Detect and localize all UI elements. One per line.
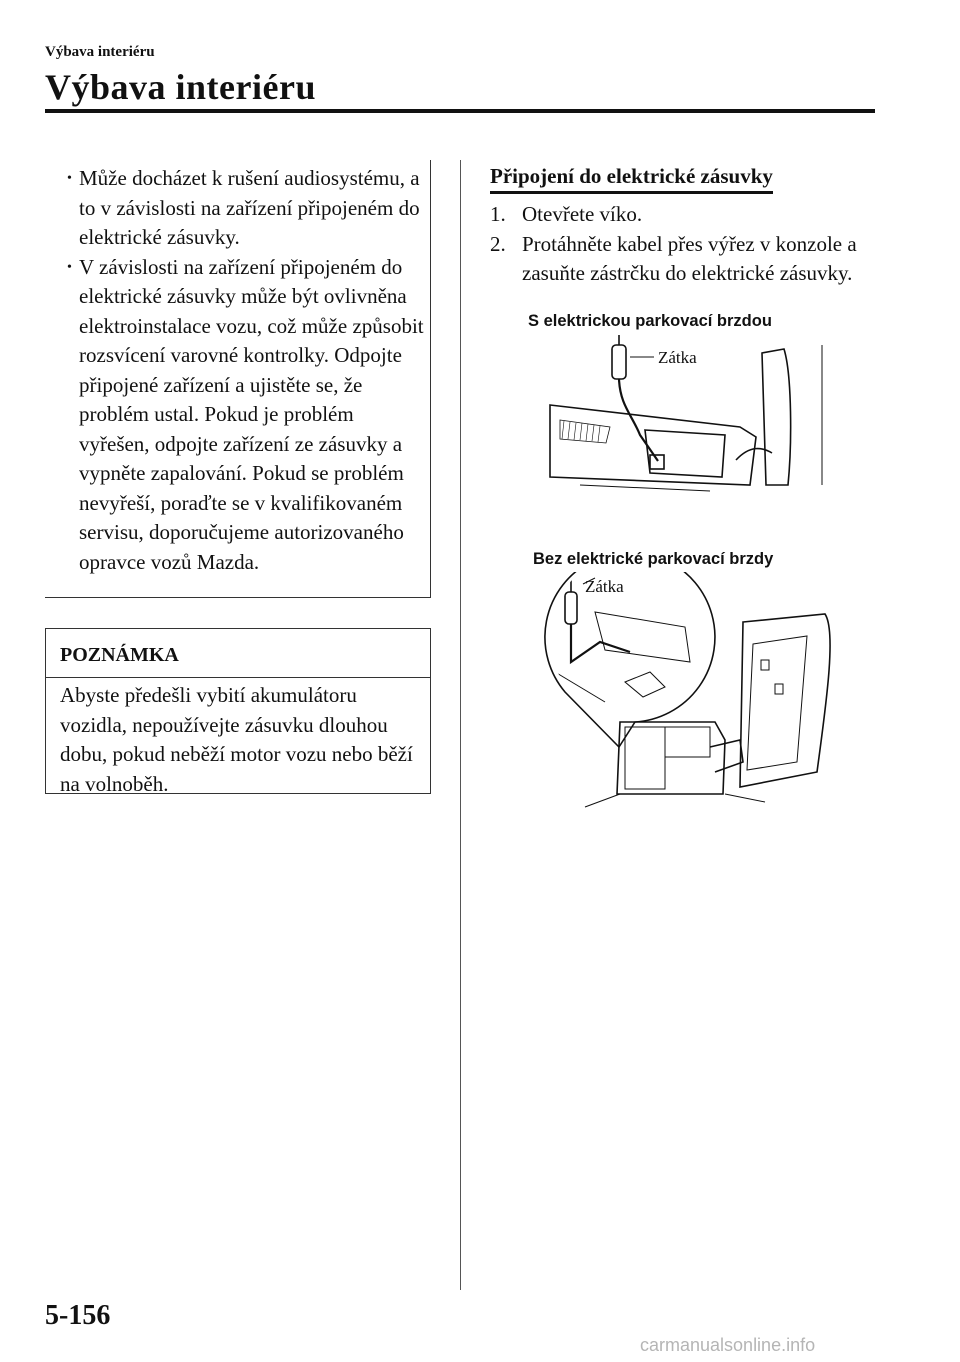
plug-icon (612, 345, 626, 379)
page-title: Výbava interiéru (45, 67, 316, 107)
callout-label: Zátka (658, 348, 697, 367)
step-text: Protáhněte kabel přes výřez v konzole a zasuňte zástrčku do elektrické zásuvky. (522, 231, 857, 285)
watermark: carmanualsonline.info (640, 1335, 816, 1355)
figure-console-manual-brake (525, 572, 875, 812)
console-vent (560, 420, 610, 443)
bullet-icon: • (67, 259, 72, 275)
figure-caption-electric-brake: S elektrickou parkovací brzdou (528, 312, 772, 330)
note-header (46, 629, 430, 678)
step-list (490, 200, 870, 289)
lid-hinge (710, 740, 743, 772)
step-item (490, 200, 870, 230)
step-text: Otevřete víko. (522, 202, 643, 226)
figure-caption-manual-brake: Bez elektrické parkovací brzdy (533, 550, 774, 568)
warning-item (67, 164, 427, 253)
step-number: 2. (490, 231, 506, 256)
console-outline (617, 722, 725, 794)
section-heading: Připojení do elektrické zásuvky (490, 164, 773, 194)
warning-box (45, 160, 431, 598)
console-lid (740, 614, 830, 787)
note-heading: POZNÁMKA (60, 644, 179, 666)
callout-label: Zátka (585, 577, 624, 596)
figure-console-electric-brake (540, 335, 830, 535)
storage-well (625, 727, 665, 789)
console-lid (762, 349, 791, 485)
step-item (490, 230, 870, 289)
page-number: 5-156 (45, 1300, 111, 1331)
socket-icon (650, 455, 664, 469)
title-rule (45, 109, 875, 113)
bullet-icon: • (67, 171, 72, 186)
cable-line (619, 379, 658, 461)
warning-item-text: Může docházet k rušení audiosystému, a to v závislosti na zařízení připojeném do elektrické zásuvky. (79, 166, 420, 249)
warning-list (67, 164, 427, 577)
column-divider (460, 160, 461, 1290)
note-box (45, 628, 431, 794)
warning-item-text: V závislosti na zařízení připojeném do elektrické zásuvky může být ovlivněna elektroinstalace vozu, což může způsobit rozsvícení varovné kontrolky. Odpojte připojené zařízení a ujistěte se, že problém ustal. Pokud je problém vyřešen, odpojte zařízení ze zásuvky a vypněte zapalování. Pokud se problém nevyřeší, poraďte se v kvalifikovaném servisu, doporučujeme autorizovaného opravce vozů Mazda. (79, 254, 424, 574)
step-number: 1. (490, 202, 506, 226)
note-text: Abyste předešli vybití akumulátoru vozidla, nepoužívejte zásuvku dlouhou dobu, pokud neběží motor vozu nebo běží na volnoběh. (60, 683, 413, 796)
warning-item (67, 253, 427, 578)
storage-well (645, 430, 725, 477)
plug-icon (565, 592, 577, 624)
running-head: Výbava interiéru (45, 44, 155, 60)
